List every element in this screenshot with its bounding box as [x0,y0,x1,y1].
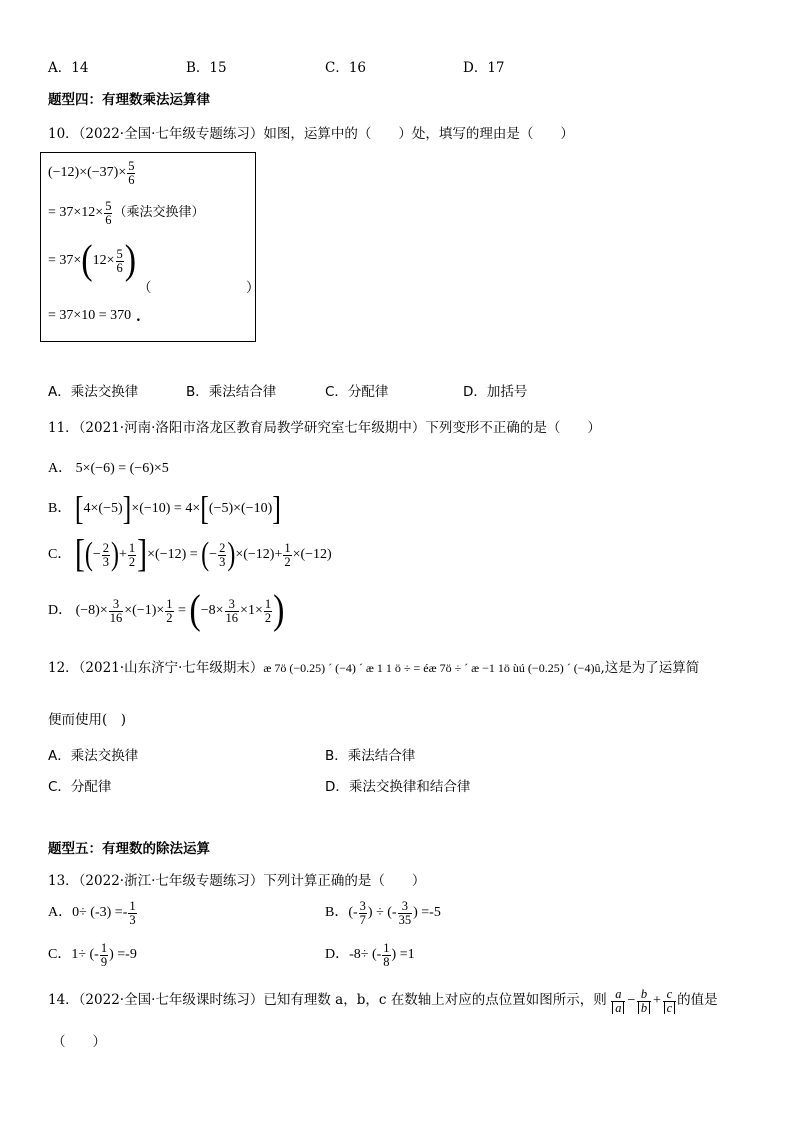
q11-option-a: A． 5×(−6) = (−6)×5 [48,461,169,476]
section-heading-5: 题型五：有理数的除法运算 [48,841,210,857]
q11-stem: 11．（2021·河南·洛阳市洛龙区教育局教学研究室七年级期中）下列变形不正确的是（ ） [48,420,601,436]
q12-stem-cont: 便而使用( ) [48,712,127,728]
q12-garbled-expression: æ 7ö (−0.25) ´ (−4) ´ æ 1 1 ö ÷ = éæ 7ö ÷ ´ æ −1 1ö ùú (−0.25) ´ (−4)û [263,661,601,675]
q10-line3: = 37×(12× $\frac{5}{6}$ ) [48,238,137,283]
q10-line2: = 37×12× $\frac{5}{6}$ （乘法交换律） [48,199,205,227]
q13-option-b: B．(- $\frac{3}{7}$ ) ÷ (- $\frac{3}{35}$ ) =-5 [325,899,441,927]
q9-option-b: B．15 [186,60,227,76]
q9-option-d: D．17 [463,60,505,76]
q12-option-c: C．分配律 [48,779,112,795]
q12-option-d: D．乘法交换律和结合律 [325,779,471,795]
q13-option-a: A．0÷ (-3) =- $\frac{1}{3}$ [48,899,136,927]
q12-stem: 12．（2021·山东济宁·七年级期末）æ 7ö (−0.25) ´ (−4) ´ æ 1 1 ö ÷ = éæ 7ö ÷ ´ æ −1 1ö ùú (−0.25) ´ (−4)û,这是为了运算简 [48,660,700,676]
q10-dot: . [136,309,141,325]
q13-option-c: C．1÷ (- $\frac{1}{9}$ ) =-9 [48,941,137,969]
q11-option-d: D． (−8)× $\frac{3}{16}$ ×(−1)× $\frac{1}{2}$ = (−8× $\frac{3}{16}$ ×1× $\frac{1}{2}$ ) [48,588,285,633]
q14-blank: （ ） [52,1034,106,1050]
q14-stem: 14．（2022·全国·七年级课时练习）已知有理数 a，b，c 在数轴上对应的点位置如图所示，则 $\frac{a}{a}$ − $\frac{b}{b}$ + $\frac{c}{c}$ 的值是 [48,987,718,1015]
q10-option-d: D．加括号 [463,384,528,400]
q10-stem: 10．（2022·全国·七年级专题练习）如图，运算中的（ ）处，填写的理由是（ ） [48,126,574,142]
q13-stem: 13．（2022·浙江·七年级专题练习）下列计算正确的是（ ） [48,873,426,889]
q11-option-c: C． [(− $\frac{2}{3}$ )+ $\frac{1}{2}$ ]×(−12) = (− $\frac{2}{3}$ )×(−12)+ $\frac{1}{2}$ ×(−12) [48,532,332,576]
q10-line4: = 37×10 = 370 [48,308,132,323]
q10-blank: （ ） [138,280,260,296]
q10-option-a: A．乘法交换律 [48,384,139,400]
q10-option-b: B．乘法结合律 [186,384,277,400]
q13-option-d: D．-8÷ (- $\frac{1}{8}$ ) =1 [325,941,415,969]
q9-option-c: C．16 [325,60,367,76]
q12-option-b: B．乘法结合律 [325,748,416,764]
section-heading-4: 题型四：有理数乘法运算律 [48,92,210,108]
q12-option-a: A．乘法交换律 [48,748,139,764]
q10-line1: (−12)×(−37)× $\frac{5}{6}$ [48,159,135,187]
q10-option-c: C．分配律 [325,384,389,400]
q9-option-a: A．14 [48,60,89,76]
q11-option-b: B． [4×(−5)]×(−10) = 4×[(−5)×(−10)] [48,489,281,528]
